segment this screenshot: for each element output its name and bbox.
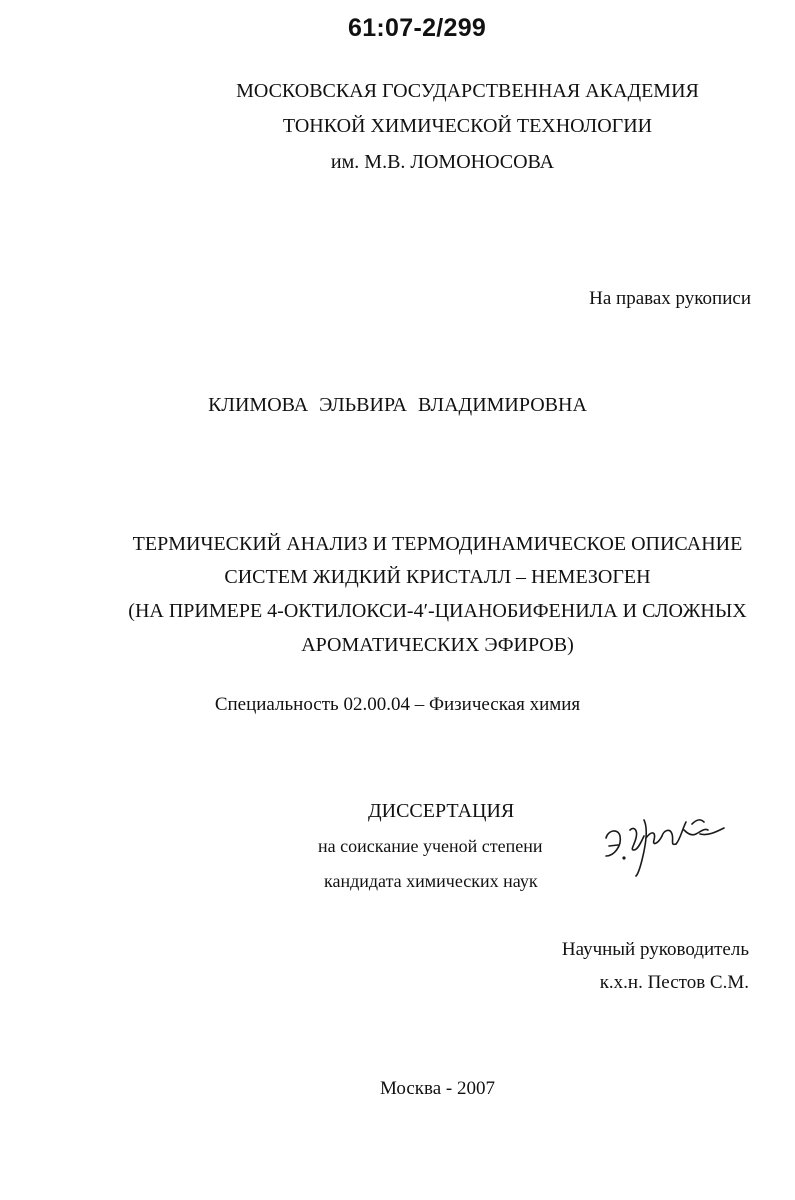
rights-note: На правах рукописи: [589, 288, 751, 309]
institution-line-3: им. М.В. ЛОМОНОСОВА: [330, 151, 555, 173]
supervisor-name: к.х.н. Пестов С.М.: [599, 972, 749, 993]
institution-line-2: ТОНКОЙ ХИМИЧЕСКОЙ ТЕХНОЛОГИИ: [282, 115, 653, 137]
thesis-title-line-3: (НА ПРИМЕРЕ 4-ОКТИЛОКСИ-4′-ЦИАНОБИФЕНИЛА И СЛОЖНЫХ: [128, 600, 747, 622]
dissertation-type: ДИССЕРТАЦИЯ: [368, 800, 515, 822]
city-year: Москва - 2007: [379, 1078, 496, 1099]
dissertation-field-line: кандидата химических наук: [324, 871, 538, 891]
catalog-number: 61:07-2/299: [348, 14, 487, 42]
institution-line-1: МОСКОВСКАЯ ГОСУДАРСТВЕННАЯ АКАДЕМИЯ: [236, 80, 699, 102]
dissertation-degree-line: на соискание ученой степени: [318, 836, 543, 856]
thesis-title-line-4: АРОМАТИЧЕСКИХ ЭФИРОВ): [301, 634, 574, 656]
thesis-title-line-2: СИСТЕМ ЖИДКИЙ КРИСТАЛЛ – НЕМЕЗОГЕН: [224, 566, 651, 588]
supervisor-role: Научный руководитель: [561, 939, 749, 960]
thesis-title-line-1: ТЕРМИЧЕСКИЙ АНАЛИЗ И ТЕРМОДИНАМИЧЕСКОЕ ОПИСАНИЕ: [132, 533, 743, 555]
author-name: КЛИМОВА ЭЛЬВИРА ВЛАДИМИРОВНА: [208, 394, 587, 416]
specialty: Специальность 02.00.04 – Физическая химия: [214, 694, 581, 715]
signature-icon: [600, 800, 730, 880]
